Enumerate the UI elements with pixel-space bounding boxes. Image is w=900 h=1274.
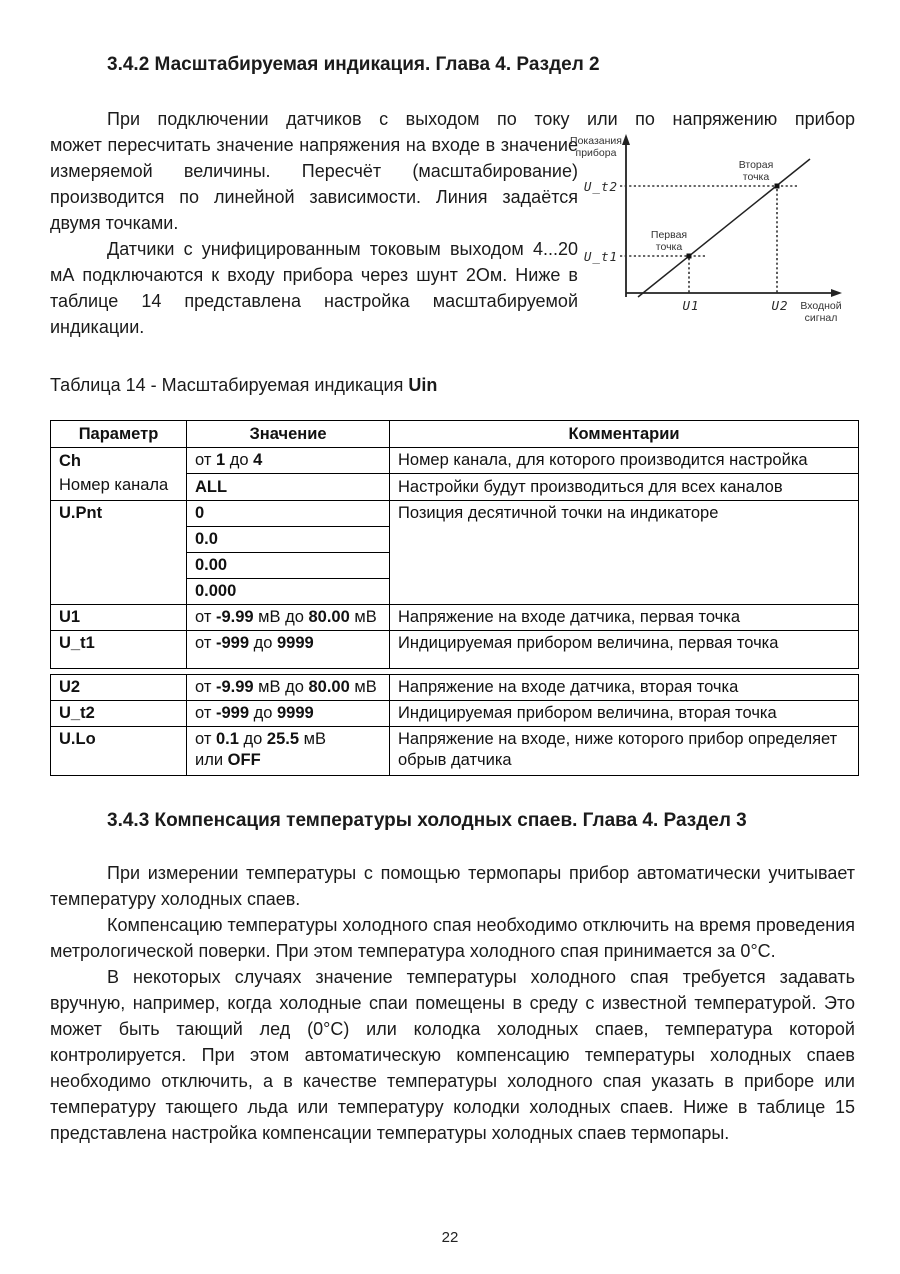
param-name: Ch [59,452,81,470]
intro-block [50,106,855,344]
table-row-upnt-1 [51,501,859,527]
table-row-ut2 [51,701,859,727]
cell-ut2-value [187,701,390,727]
value-part: -9.99 [215,608,254,626]
x-axis-title-line2: сигнал [804,312,838,324]
value-part: 9999 [276,634,314,652]
u1-axis-value: U1 [682,298,700,313]
value-part: 80.00 [308,608,350,626]
value-part: от [195,451,216,469]
value-part: мВ [299,730,326,748]
y-axis-title-line1: Показания [570,135,622,147]
cell-upnt-value-1: 0 [187,501,390,527]
table14-caption [50,372,855,398]
value-part: до [249,704,277,722]
value-part: от [195,704,216,722]
cell-u2-param: U2 [51,675,187,701]
x-axis-title-line1: Входной [800,300,842,312]
cell-ch-comment-1: Номер канала, для которого производится настройка [390,448,859,474]
cell-u2-value [187,675,390,701]
value-part: -999 [215,704,249,722]
table14-caption-text: Таблица 14 - Масштабируемая индикация [50,375,409,395]
cell-u2-comment: Напряжение на входе датчика, вторая точка [390,675,859,701]
cell-ut1-param: U_t1 [51,631,187,669]
table14-header-row [51,421,859,448]
value-part: OFF [227,751,261,769]
value-part: мВ [349,678,377,696]
value-part: 4 [253,451,263,469]
first-point-marker [687,254,692,259]
value-part: 9999 [276,704,314,722]
value-part: мВ до [253,608,309,626]
value-part: от [195,608,216,626]
second-point-label-line2: точка [742,171,770,183]
para-342-2: Датчики с унифицированным токовым выходом 4...20 мА подключаются к входу прибора через шунт 2Ом. Ниже в таблице 14 представлена настройка масштабируемой индикации. [50,239,578,337]
section-342-heading: 3.4.2 Масштабируемая индикация. Глава 4. Раздел 2 [107,54,600,75]
transfer-line [638,159,810,297]
para-342-1-line1: При подключении датчиков с выходом по току или по напряжению прибор [107,109,855,129]
x-axis-arrow-icon [831,289,842,297]
value-part: до [238,730,267,748]
param-desc: Номер канала [59,476,169,494]
value-part: до [225,451,254,469]
scaling-diagram-svg [570,132,855,334]
value-part: от [195,678,216,696]
value-part: -9.99 [215,678,254,696]
first-point-label-line1: Первая [650,229,688,241]
value-part: от [195,730,216,748]
u2-axis-value: U2 [771,298,789,313]
cell-upnt-value-2: 0.0 [187,527,390,553]
para-343-2: Компенсацию температуры холодного спая необходимо отключить на время проведения метрологической поверки. При этом температура холодного спая принимается за 0°С. [50,915,855,961]
table-row-u2 [51,675,859,701]
value-part: 80.00 [308,678,350,696]
y-axis-arrow-icon [622,134,630,145]
y-axis-title-line2: прибора [575,147,617,159]
col-header-param: Параметр [51,421,187,448]
value-part: 0.1 [215,730,239,748]
cell-u1-param: U1 [51,605,187,631]
cell-ut1-comment: Индицируемая прибором величина, первая точка [390,631,859,669]
section-343-heading: 3.4.3 Компенсация температуры холодных спаев. Глава 4. Раздел 3 [107,810,747,831]
table-row-ulo [51,727,859,776]
ut1-axis-value: U_t1 [583,249,618,264]
cell-ut1-value [187,631,390,669]
cell-ulo-comment: Напряжение на входе, ниже которого прибор определяет обрыв датчика [390,727,859,776]
value-part: -999 [215,634,249,652]
cell-u1-value [187,605,390,631]
cell-ut2-param: U_t2 [51,701,187,727]
value-part: 1 [215,451,226,469]
col-header-value: Значение [187,421,390,448]
table14-caption-param: Uin [408,375,438,395]
cell-upnt-param: U.Pnt [51,501,187,605]
ut2-axis-value: U_t2 [583,179,618,194]
second-point-label-line1: Вторая [738,159,774,171]
col-header-comment: Комментарии [390,421,859,448]
cell-upnt-value-4: 0.000 [187,579,390,605]
para-343-1: При измерении температуры с помощью термопары прибор автоматически учитывает температуру холодных спаев. [50,863,855,909]
cell-upnt-comment: Позиция десятичной точки на индикаторе [390,501,859,605]
page-number: 22 [441,1229,459,1246]
value-part: 25.5 [266,730,300,748]
cell-u1-comment: Напряжение на входе датчика, первая точка [390,605,859,631]
table14-part2 [50,674,859,776]
table-row-u1 [51,605,859,631]
cell-ch-value-2: ALL [187,474,390,501]
cell-ulo-value [187,727,390,776]
table-row-ch-1 [51,448,859,474]
second-point-marker [775,184,780,189]
value-part: или [195,751,228,769]
value-line [195,729,381,750]
cell-upnt-value-3: 0.00 [187,553,390,579]
para-343-3: В некоторых случаях значение температуры холодного спая требуется задавать вручную, например, когда холодные спаи помещены в среду с известной температурой. Это может быть тающий лед (0°С) или колодка холодных спаев, температура которой контролируется. При этом автоматическую компенсацию температуры холодных спаев необходимо отключить, а в качестве температуры холодного спая указать в приборе или температуру тающего льда или температуру колодки холодных спаев. Ниже в таблице 15 представлена настройка компенсации температуры холодных спаев термопары. [50,967,855,1143]
cell-ut2-comment: Индицируемая прибором величина, вторая точка [390,701,859,727]
cell-ch-param [51,448,187,501]
value-part: от [195,634,216,652]
value-part: мВ до [253,678,309,696]
value-line [195,750,381,771]
cell-ch-value-1 [187,448,390,474]
para-342-1-rest: может пересчитать значение напряжения на входе в значение измеряемой величины. Пересчёт (масштабирование) производится по линейной зависимости. Линия задаётся двумя точками. [50,135,578,233]
scaling-diagram [570,132,855,334]
first-point-label-line2: точка [655,241,683,253]
table14-part1 [50,420,859,669]
value-part: мВ [349,608,377,626]
cell-ulo-param: U.Lo [51,727,187,776]
table-row-ut1 [51,631,859,669]
cell-ch-comment-2: Настройки будут производиться для всех каналов [390,474,859,501]
section-343-body [50,860,855,1146]
value-part: до [249,634,277,652]
